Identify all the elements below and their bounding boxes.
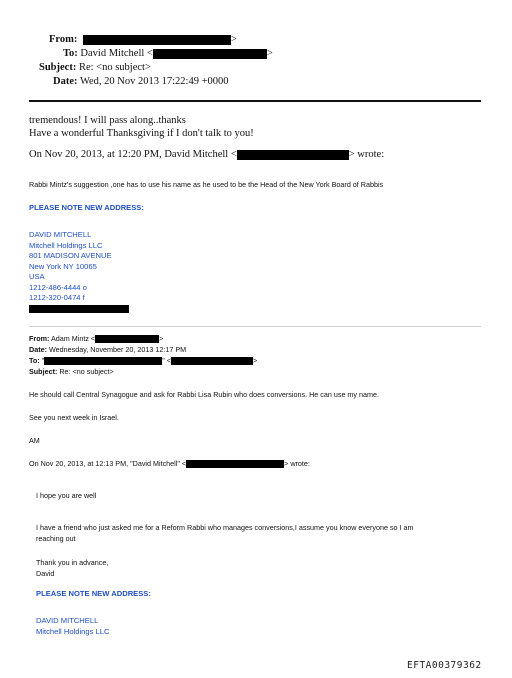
sig-city: New York NY 10065 [29, 261, 97, 271]
mintz-line-1: He should call Central Synagogue and ask for Rabbi Lisa Rubin who does conversions. He can use my name. [29, 390, 379, 399]
mintz-to: To: " " < > [29, 356, 258, 365]
original-line-1: I hope you are well [36, 491, 97, 500]
sig-fax: 1212-320-0474 f [29, 293, 85, 302]
redaction-box [83, 35, 231, 45]
new-address-notice-2: PLEASE NOTE NEW ADDRESS: [36, 589, 151, 598]
section-divider [29, 326, 481, 327]
header-date [53, 75, 229, 88]
redaction-box [44, 357, 162, 365]
header-to: To: David Mitchell < > [63, 48, 273, 59]
date-label: Date: [53, 76, 78, 87]
header-subject [39, 61, 151, 74]
subject-label: Subject: [39, 62, 77, 73]
document-id: EFTA00379362 [407, 660, 482, 671]
date-value: Wed, 20 Nov 2013 17:22:49 +0000 [79, 76, 229, 87]
reply-line-2: Have a wonderful Thanksgiving if I don't talk to you! [29, 128, 254, 139]
sig-name: DAVID MITCHELL [29, 230, 92, 239]
mintz-date-value: Wednesday, November 20, 2013 12:17 PM [48, 345, 187, 354]
original-name: David [36, 569, 55, 578]
redaction-box [95, 335, 159, 343]
quote-prefix: On Nov 20, 2013, at 12:20 PM, David Mitchell < [29, 149, 237, 160]
from-label: From: [49, 34, 78, 45]
mintz-subject-value: Re: <no subject> [59, 367, 114, 376]
mintz-to-label: To: [29, 356, 40, 365]
mintz-quote-line [29, 459, 310, 468]
signature-block [29, 230, 129, 314]
mintz-date-label: Date: [29, 345, 47, 354]
sig-company: Mitchell Holdings LLC [29, 240, 103, 250]
subject-value: Re: <no subject> [78, 62, 151, 73]
sig-phone: 1212-486-4444 o [29, 282, 87, 292]
mintz-subject [29, 367, 114, 376]
header-divider [29, 100, 481, 102]
mitchell-message-text: Rabbi Mintz's suggestion ,one has to use his name as he used to be the Head of the New York Board of Rabbis [29, 180, 384, 189]
original-thanks: Thank you in advance, [36, 558, 109, 567]
mintz-subject-label: Subject: [29, 367, 58, 376]
new-address-notice: PLEASE NOTE NEW ADDRESS: [29, 203, 144, 212]
signature-block-2 [36, 616, 109, 637]
sig-street: 801 MADISON AVENUE [29, 251, 112, 260]
mintz-from: From: Adam Mintz < > [29, 334, 164, 343]
sig-name: DAVID MITCHELL [36, 616, 99, 625]
sig-company: Mitchell Holdings LLC [36, 626, 110, 636]
reply-quote-line [29, 148, 384, 161]
mintz-from-value: Adam Mintz < [50, 334, 96, 343]
quote-suffix: > wrote: [348, 149, 385, 160]
redaction-box [186, 460, 284, 468]
original-line-2a: I have a friend who just asked me for a Reform Rabbi who manages conversions,I assume you know everyone so I am [36, 523, 414, 532]
to-label: To: [63, 48, 78, 59]
sig-country: USA [29, 272, 45, 281]
quote-suffix: > wrote: [284, 459, 310, 468]
redaction-box [237, 150, 349, 160]
to-value: David Mitchell < [80, 48, 153, 59]
quote-prefix: On Nov 20, 2013, at 12:13 PM, "David Mitchell" < [29, 459, 187, 468]
redaction-box [171, 357, 253, 365]
mintz-from-label: From: [29, 334, 50, 343]
mintz-date [29, 345, 186, 354]
reply-line-1: tremendous! I will pass along..thanks [29, 115, 186, 126]
mintz-line-2: See you next week in Israel. [29, 413, 119, 422]
redaction-box [153, 49, 267, 59]
redaction-box [29, 305, 129, 313]
header-from: From: > [49, 34, 237, 45]
mintz-line-3: AM [29, 436, 40, 445]
original-line-2b: reaching out [36, 534, 76, 543]
